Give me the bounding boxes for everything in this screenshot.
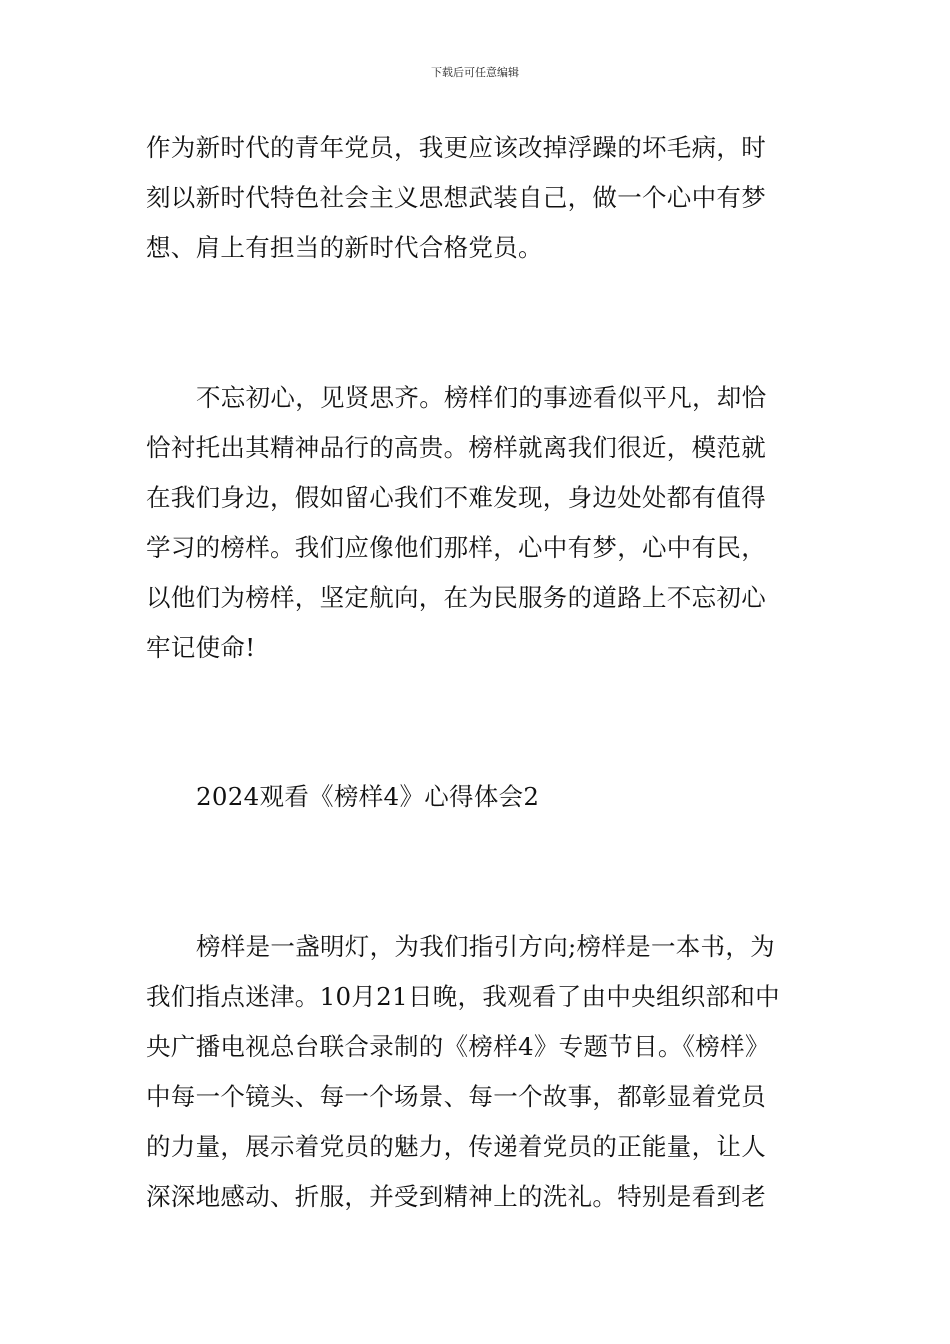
paragraph2-line-6: 牢记使命! — [146, 633, 256, 662]
paragraph2-line-2: 恰衬托出其精神品行的高贵。榜样就离我们很近，模范就 — [146, 433, 766, 462]
paragraph3-line-2: 我们指点迷津。10月21日晚，我观看了由中央组织部和中 — [146, 982, 780, 1011]
paragraph3-line-5: 的力量，展示着党员的魅力，传递着党员的正能量，让人 — [146, 1132, 766, 1161]
paragraph2-line-1: 不忘初心，见贤思齐。榜样们的事迹看似平凡，却恰 — [196, 383, 767, 412]
paragraph1-line-1: 作为新时代的青年党员，我更应该改掉浮躁的坏毛病，时 — [146, 133, 766, 162]
paragraph3-line-3: 央广播电视总台联合录制的《榜样4》专题节目。《榜样》 — [146, 1032, 770, 1061]
page-header-note: 下载后可任意编辑 — [431, 66, 519, 79]
paragraph2-line-5: 以他们为榜样，坚定航向，在为民服务的道路上不忘初心 — [146, 583, 766, 612]
paragraph3-line-6: 深深地感动、折服，并受到精神上的洗礼。特别是看到老 — [146, 1182, 766, 1211]
paragraph2-line-4: 学习的榜样。我们应像他们那样，心中有梦，心中有民， — [146, 533, 766, 562]
paragraph3-line-4: 中每一个镜头、每一个场景、每一个故事，都彰显着党员 — [146, 1082, 766, 1111]
paragraph2-line-3: 在我们身边，假如留心我们不难发现，身边处处都有值得 — [146, 483, 766, 512]
section-title: 2024观看《榜样4》心得体会2 — [196, 782, 540, 811]
paragraph1-line-2: 刻以新时代特色社会主义思想武装自己，做一个心中有梦 — [146, 183, 766, 212]
paragraph3-line-1: 榜样是一盏明灯，为我们指引方向;榜样是一本书，为 — [196, 932, 775, 961]
paragraph1-line-3: 想、肩上有担当的新时代合格党员。 — [146, 233, 543, 262]
